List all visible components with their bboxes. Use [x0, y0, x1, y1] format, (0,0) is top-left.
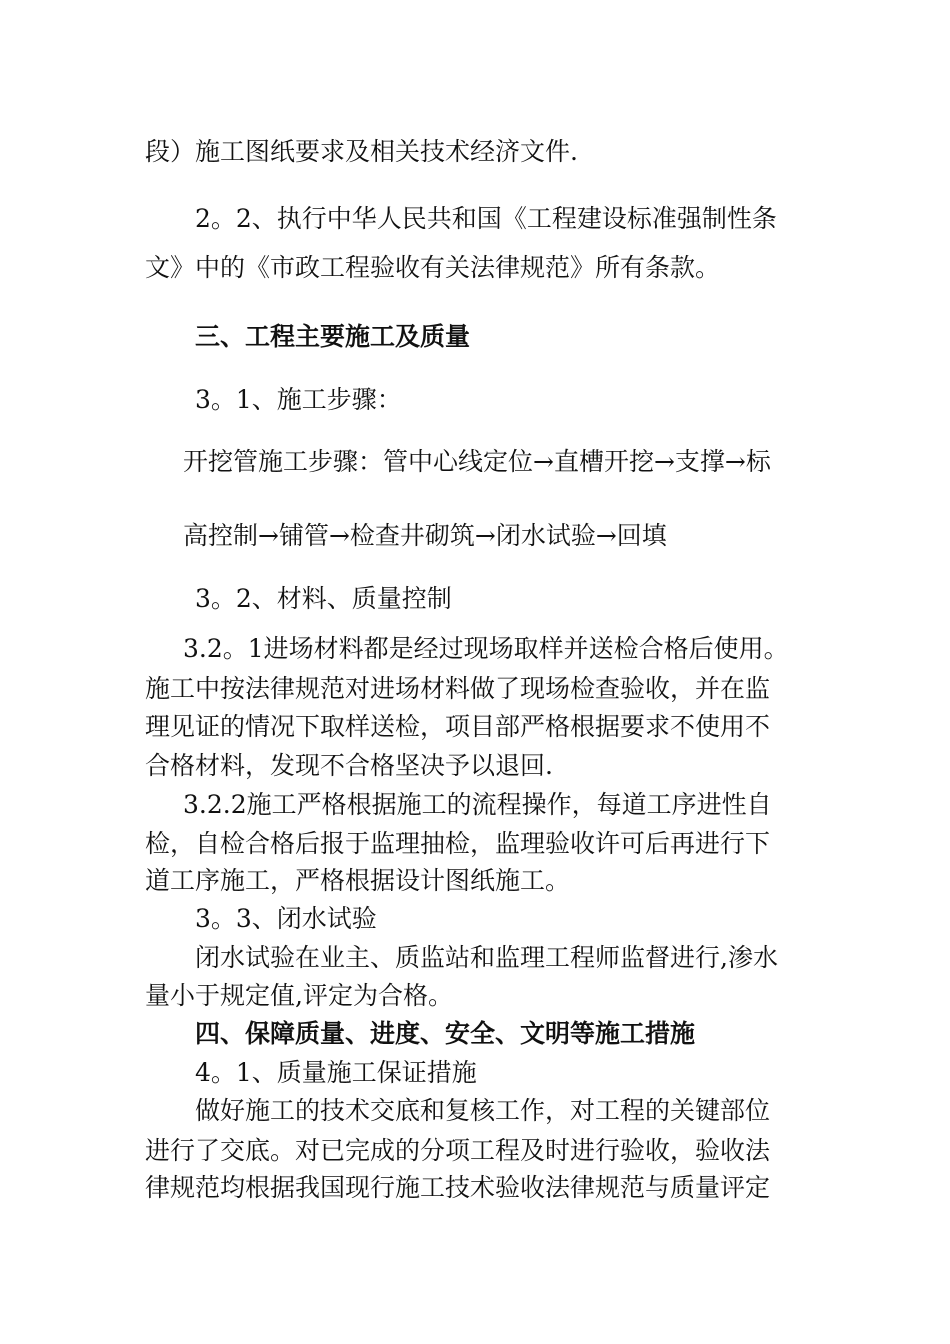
paragraph-line: 闭水试验在业主、质监站和监理工程师监督进行,渗水: [195, 943, 778, 972]
paragraph-line: 2。2、执行中华人民共和国《工程建设标准强制性条: [195, 204, 777, 233]
subsection-heading: 3。1、施工步骤：: [195, 385, 402, 414]
paragraph-line: 道工序施工，严格根据设计图纸施工。: [145, 866, 571, 895]
paragraph-line: 量小于规定值,评定为合格。: [145, 981, 453, 1010]
paragraph-line: 施工中按法律规范对进场材料做了现场检查验收，并在监: [145, 674, 771, 703]
subsection-heading: 3。2、材料、质量控制: [195, 584, 452, 613]
paragraph-line: 3.2。1进场材料都是经过现场取样并送检合格后使用。: [183, 634, 789, 663]
paragraph-line: 检，自检合格后报于监理抽检，监理验收许可后再进行下: [145, 829, 771, 858]
section-heading: 三、工程主要施工及质量: [195, 322, 471, 351]
section-heading: 四、保障质量、进度、安全、文明等施工措施: [195, 1019, 696, 1048]
paragraph-line: 律规范均根据我国现行施工技术验收法律规范与质量评定: [145, 1173, 771, 1202]
paragraph-line: 做好施工的技术交底和复核工作，对工程的关键部位: [195, 1096, 771, 1125]
subsection-heading: 4。1、质量施工保证措施: [195, 1058, 477, 1087]
paragraph-line: 理见证的情况下取样送检，项目部严格根据要求不使用不: [145, 712, 771, 741]
paragraph-line: 合格材料，发现不合格坚决予以退回.: [145, 751, 553, 780]
subsection-heading: 3。3、闭水试验: [195, 904, 377, 933]
paragraph-line: 开挖管施工步骤：管中心线定位→直槽开挖→支撑→标: [183, 447, 771, 476]
paragraph-line: 段）施工图纸要求及相关技术经济文件.: [145, 137, 578, 166]
paragraph-line: 进行了交底。对已完成的分项工程及时进行验收，验收法: [145, 1136, 771, 1165]
paragraph-line: 文》中的《市政工程验收有关法律规范》所有条款。: [145, 253, 721, 282]
paragraph-line: 高控制→铺管→检查井砌筑→闭水试验→回填: [183, 521, 667, 550]
paragraph-line: 3.2.2施工严格根据施工的流程操作，每道工序进性自: [183, 790, 772, 819]
